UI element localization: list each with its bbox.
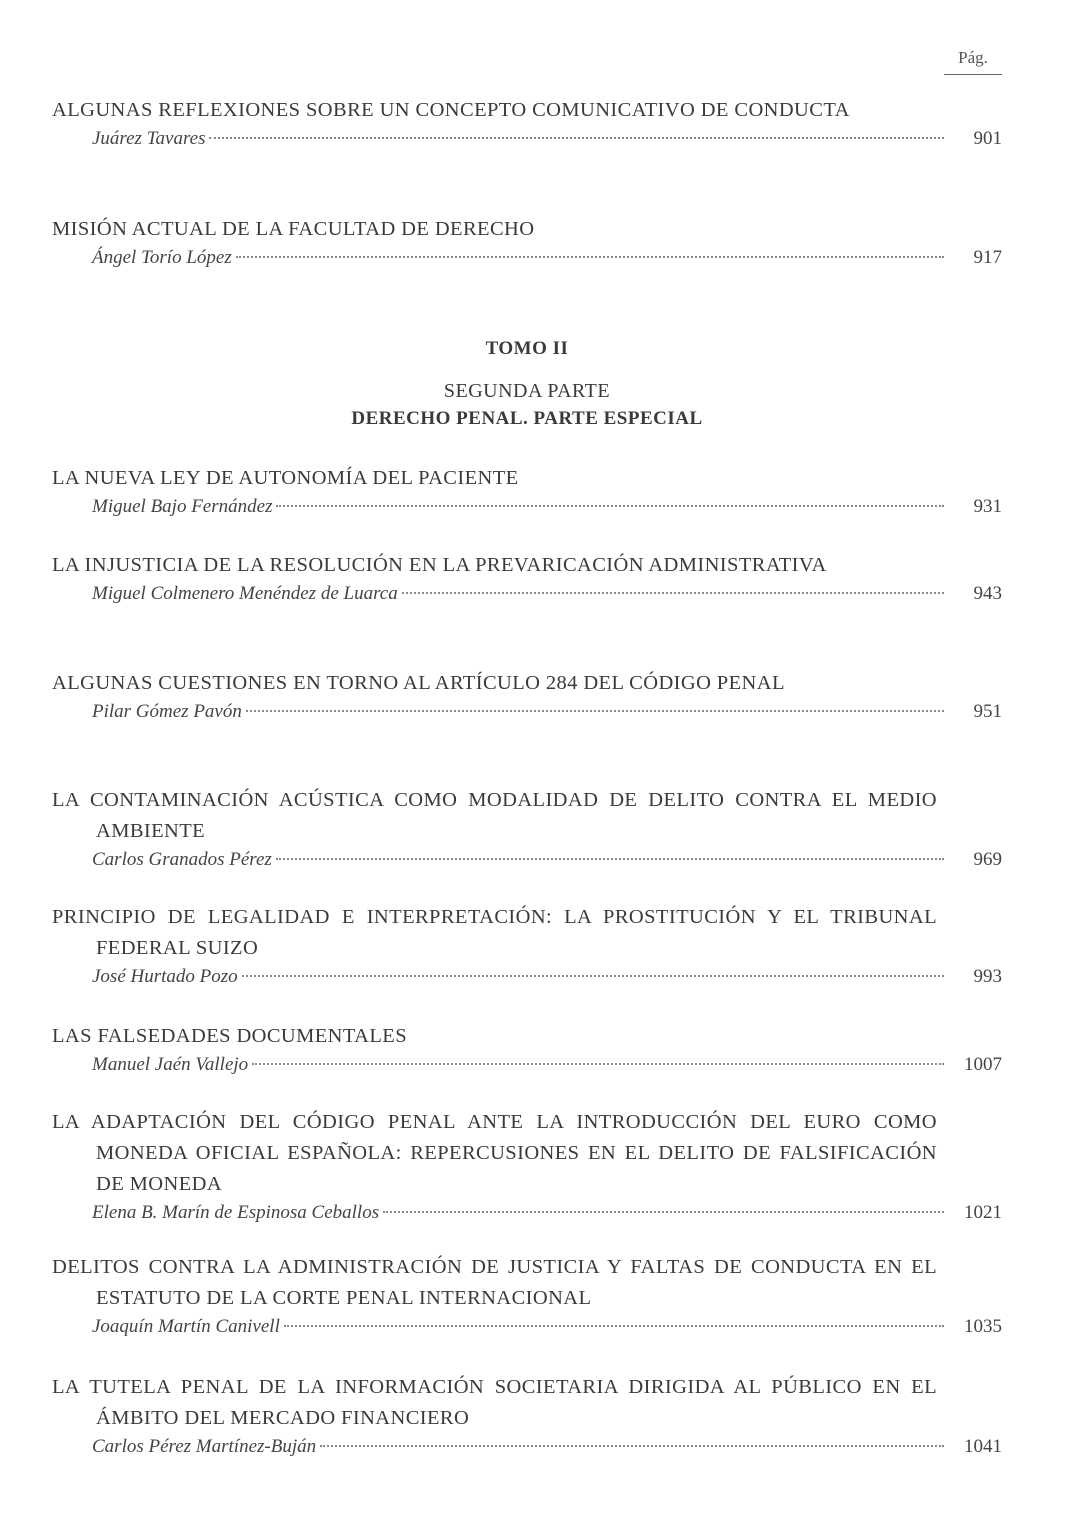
dot-leader xyxy=(383,1211,944,1213)
entry-page-number: 1035 xyxy=(964,1316,1002,1337)
entry-author-row xyxy=(52,247,1002,277)
dot-leader xyxy=(246,710,944,712)
entry-page-number: 951 xyxy=(973,701,1002,722)
entry-page-number: 931 xyxy=(973,496,1002,517)
entry-author: Pilar Gómez Pavón xyxy=(92,701,242,722)
toc-entry[interactable] xyxy=(52,902,1002,996)
toc-entry[interactable] xyxy=(52,668,1002,731)
dot-leader xyxy=(276,858,944,860)
entry-author: José Hurtado Pozo xyxy=(92,966,238,987)
entry-page-number: 993 xyxy=(973,966,1002,987)
entry-page-number: 943 xyxy=(973,583,1002,604)
entry-author: Joaquín Martín Canivell xyxy=(92,1316,280,1337)
entry-title: ALGUNAS CUESTIONES EN TORNO AL ARTÍCULO 284 DEL CÓDIGO PENAL xyxy=(52,672,785,694)
dot-leader xyxy=(252,1063,944,1065)
toc-entry[interactable] xyxy=(52,1107,1002,1232)
entry-author-row xyxy=(52,849,1002,879)
entry-page-number: 1041 xyxy=(964,1436,1002,1457)
entry-title: DELITOS CONTRA LA ADMINISTRACIÓN DE JUSTICIA Y FALTAS DE CONDUCTA EN EL ESTATUTO DE LA CORTE PENAL INTERNACIONAL xyxy=(52,1256,937,1309)
volume-heading: TOMO II xyxy=(485,338,569,359)
dot-leader xyxy=(284,1325,944,1327)
dot-leader xyxy=(320,1445,944,1447)
toc-entry[interactable] xyxy=(52,1021,1002,1084)
entry-title: LA TUTELA PENAL DE LA INFORMACIÓN SOCIETARIA DIRIGIDA AL PÚBLICO EN EL ÁMBITO DEL MERCADO FINANCIERO xyxy=(52,1376,937,1429)
entry-author-row xyxy=(52,128,1002,158)
page-column-label: Pág. xyxy=(958,48,988,67)
entry-author: Ángel Torío López xyxy=(92,247,232,268)
dot-leader xyxy=(209,137,944,139)
entry-title: PRINCIPIO DE LEGALIDAD E INTERPRETACIÓN: LA PROSTITUCIÓN Y EL TRIBUNAL FEDERAL SUIZO xyxy=(52,906,937,959)
part-title: DERECHO PENAL. PARTE ESPECIAL xyxy=(351,408,703,429)
entry-title: MISIÓN ACTUAL DE LA FACULTAD DE DERECHO xyxy=(52,218,535,240)
entry-author-row xyxy=(52,1054,1002,1084)
entry-title: ALGUNAS REFLEXIONES SOBRE UN CONCEPTO COMUNICATIVO DE CONDUCTA xyxy=(52,99,850,121)
entry-author: Carlos Granados Pérez xyxy=(92,849,272,870)
entry-author: Miguel Colmenero Menéndez de Luarca xyxy=(92,583,398,604)
entry-author: Juárez Tavares xyxy=(92,128,206,149)
entry-author-row xyxy=(52,583,1002,613)
entry-title: LA CONTAMINACIÓN ACÚSTICA COMO MODALIDAD DE DELITO CONTRA EL MEDIO AMBIENTE xyxy=(52,789,937,842)
entry-author: Miguel Bajo Fernández xyxy=(92,496,273,517)
dot-leader xyxy=(236,256,944,258)
toc-entry[interactable] xyxy=(52,95,1002,158)
part-heading: SEGUNDA PARTE xyxy=(443,380,611,402)
entry-author-row xyxy=(52,1316,1002,1346)
toc-entry[interactable] xyxy=(52,1252,1002,1346)
toc-entry[interactable] xyxy=(52,463,1002,526)
entry-page-number: 1021 xyxy=(964,1202,1002,1223)
entry-page-number: 901 xyxy=(973,128,1002,149)
entry-author-row xyxy=(52,1436,1002,1466)
entry-title: LA INJUSTICIA DE LA RESOLUCIÓN EN LA PREVARICACIÓN ADMINISTRATIVA xyxy=(52,554,827,576)
entry-author-row xyxy=(52,701,1002,731)
entry-author: Elena B. Marín de Espinosa Ceballos xyxy=(92,1202,380,1223)
dot-leader xyxy=(402,592,944,594)
entry-author-row xyxy=(52,1202,1002,1232)
entry-page-number: 917 xyxy=(973,247,1002,268)
dot-leader xyxy=(242,975,944,977)
entry-author-row xyxy=(52,966,1002,996)
entry-title: LA NUEVA LEY DE AUTONOMÍA DEL PACIENTE xyxy=(52,467,519,489)
dot-leader xyxy=(276,505,944,507)
toc-entry[interactable] xyxy=(52,1372,1002,1466)
entry-author-row xyxy=(52,496,1002,526)
entry-author: Carlos Pérez Martínez-Buján xyxy=(92,1436,317,1457)
toc-entry[interactable] xyxy=(52,550,1002,613)
entry-title: LAS FALSEDADES DOCUMENTALES xyxy=(52,1025,408,1047)
toc-entry[interactable] xyxy=(52,785,1002,879)
entry-page-number: 969 xyxy=(973,849,1002,870)
page-column-rule xyxy=(944,74,1002,75)
toc-entry[interactable] xyxy=(52,214,1002,277)
entry-title: LA ADAPTACIÓN DEL CÓDIGO PENAL ANTE LA INTRODUCCIÓN DEL EURO COMO MONEDA OFICIAL ESPAÑOLA: REPERCUSIONES EN EL DELITO DE FALSIFICACIÓN DE MONEDA xyxy=(52,1111,937,1195)
entry-author: Manuel Jaén Vallejo xyxy=(92,1054,249,1075)
entry-page-number: 1007 xyxy=(964,1054,1002,1075)
